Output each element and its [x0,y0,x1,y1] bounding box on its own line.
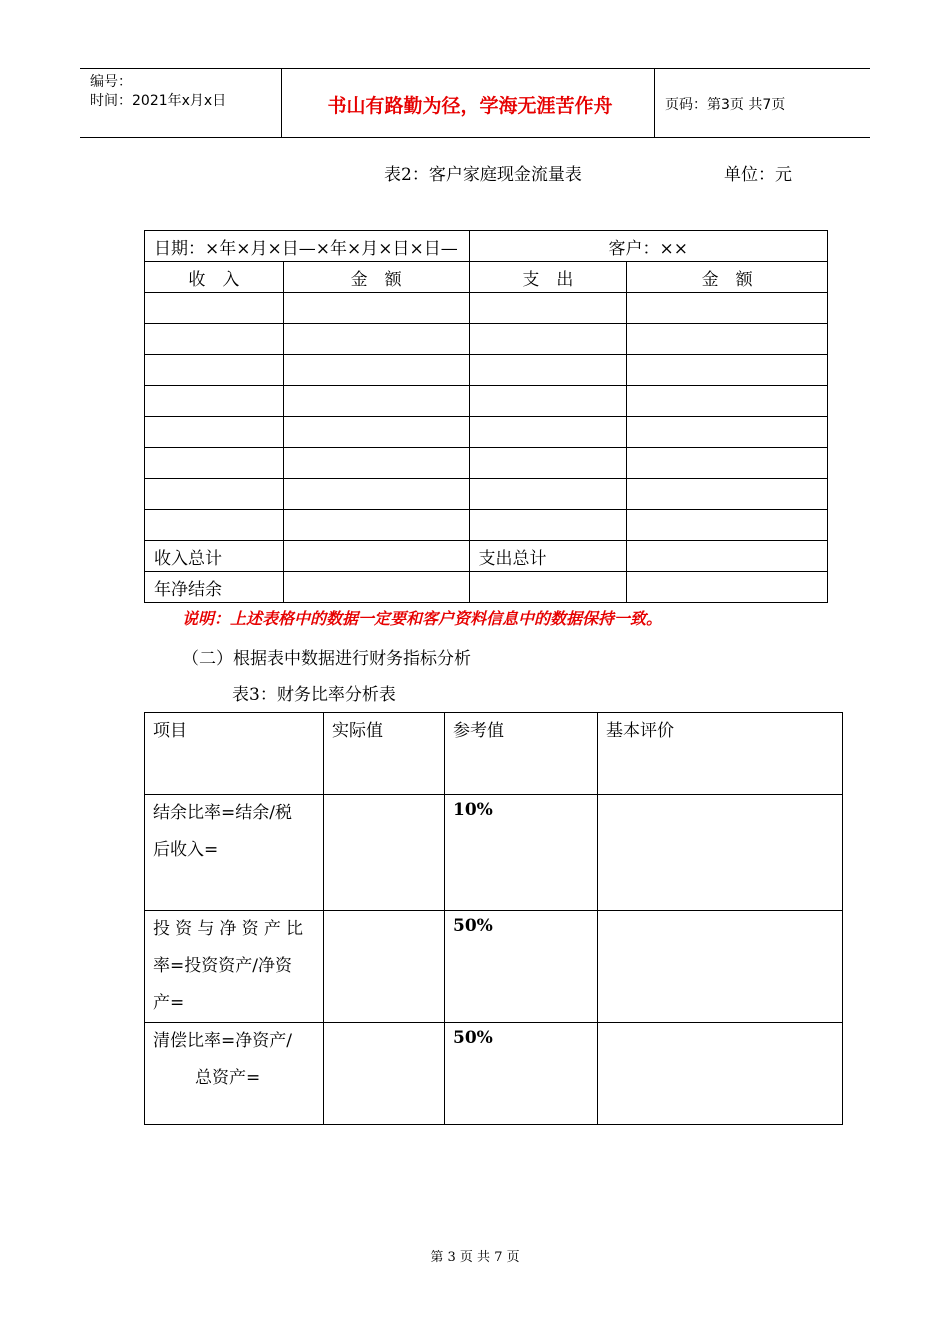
table-cell [469,355,627,386]
table-cell [145,417,284,448]
table-row [145,479,828,510]
table-cell [283,479,469,510]
table-cell [627,572,828,603]
table-row [145,795,843,911]
table-cell [283,448,469,479]
column-header: 金 额 [627,262,828,293]
header-meta [90,73,226,111]
ratio-item-cell [145,1023,324,1125]
table-row [145,386,828,417]
table-cell [627,324,828,355]
ratio-item-cell [145,911,324,1023]
table3-caption: 表3：财务比率分析表 [232,685,396,705]
table-cell [283,386,469,417]
actual-value-cell [324,795,445,911]
table-row [145,231,828,262]
page-number-label: 页码：第3页 共7页 [665,97,786,113]
table-note: 说明：上述表格中的数据一定要和客户资料信息中的数据保持一致。 [182,609,663,628]
table-cell [469,448,627,479]
table-cell [145,510,284,541]
ratio-item-text: 产= [153,993,185,1013]
table-cell [627,541,828,572]
evaluation-cell [598,795,843,911]
table-cell [145,293,284,324]
column-header: 参考值 [445,713,598,795]
table-row [145,911,843,1023]
income-total-label: 收入总计 [145,541,284,572]
doc-number: 编号： [90,74,132,90]
table-cell [627,417,828,448]
expense-total-label: 支出总计 [469,541,627,572]
table-cell [627,510,828,541]
table-cell [283,355,469,386]
table-cell [145,479,284,510]
table2-caption: 表2：客户家庭现金流量表 [384,165,582,185]
actual-value-cell [324,911,445,1023]
table-cell [627,293,828,324]
table2-unit: 单位：元 [724,165,792,185]
ratio-item-text: 清偿比率=净资产/ [153,1031,292,1051]
table-cell [145,386,284,417]
section-title: （二）根据表中数据进行财务指标分析 [182,649,471,669]
table-cell [283,417,469,448]
table-cell [627,386,828,417]
table-row [145,417,828,448]
table-row [145,448,828,479]
table-cell [469,417,627,448]
table-cell [283,541,469,572]
reference-value-cell: 50% [445,911,598,1023]
header-divider [281,69,282,137]
table-cell [283,572,469,603]
cash-flow-table [144,230,828,603]
table-cell [469,324,627,355]
table-cell [469,479,627,510]
table-cell [145,448,284,479]
financial-ratio-table [144,712,843,1125]
doc-time: 时间：2021年x月x日 [90,93,227,109]
header-motto: 书山有路勤为径，学海无涯苦作舟 [327,95,613,117]
column-header: 基本评价 [598,713,843,795]
table-row [145,510,828,541]
table-cell [627,448,828,479]
table-cell [627,355,828,386]
table-cell [469,572,627,603]
table-header-row [145,262,828,293]
table-row [145,355,828,386]
table-cell [283,510,469,541]
column-header: 金 额 [283,262,469,293]
ratio-item-text: 总资产= [195,1068,261,1088]
table-row [145,1023,843,1125]
table-cell [469,293,627,324]
ratio-item-cell [145,795,324,911]
column-header: 项目 [145,713,324,795]
evaluation-cell [598,911,843,1023]
page-header [80,68,870,138]
table-cell [627,479,828,510]
table-row [145,572,828,603]
table-cell [469,510,627,541]
actual-value-cell [324,1023,445,1125]
ratio-item-text: 后收入= [153,840,219,860]
column-header: 收 入 [145,262,284,293]
column-header: 实际值 [324,713,445,795]
client-cell: 客户：×× [469,231,827,262]
reference-value-cell: 10% [445,795,598,911]
ratio-item-text: 投资与净资产比 [153,919,303,939]
table-row [145,293,828,324]
reference-value-cell: 50% [445,1023,598,1125]
table-header-row [145,713,843,795]
table-cell [145,324,284,355]
ratio-item-text: 率=投资资产/净资 [153,956,292,976]
table-cell [469,386,627,417]
column-header: 支 出 [469,262,627,293]
table-cell [283,293,469,324]
evaluation-cell [598,1023,843,1125]
table-row [145,324,828,355]
table-cell [145,355,284,386]
page-footer: 第 3 页 共 7 页 [430,1250,520,1265]
date-range-cell: 日期：×年×月×日—×年×月×日×日— [145,231,470,262]
table-row [145,541,828,572]
net-balance-label: 年净结余 [145,572,284,603]
table-cell [283,324,469,355]
ratio-item-text: 结余比率=结余/税 [153,803,292,823]
